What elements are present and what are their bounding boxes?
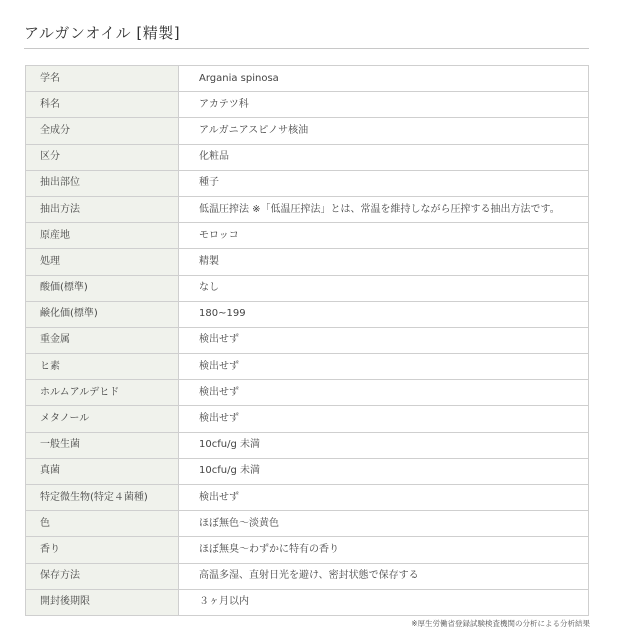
row-value: ３ヶ月以内	[179, 589, 589, 615]
table-row	[26, 327, 589, 353]
row-label: 開封後期限	[26, 589, 179, 615]
row-value: Argania spinosa	[179, 66, 589, 92]
row-value: 検出せず	[179, 327, 589, 353]
row-value: 10cfu/g 未満	[179, 458, 589, 484]
row-label: 鹸化価(標準)	[26, 301, 179, 327]
row-value: 検出せず	[179, 354, 589, 380]
row-label: 酸価(標準)	[26, 275, 179, 301]
row-label: 色	[26, 511, 179, 537]
row-label: ホルムアルデヒド	[26, 380, 179, 406]
row-label: メタノール	[26, 406, 179, 432]
table-row	[26, 354, 589, 380]
row-label: 科名	[26, 92, 179, 118]
row-label: 処理	[26, 249, 179, 275]
row-value: 種子	[179, 170, 589, 196]
table-row	[26, 380, 589, 406]
table-row	[26, 406, 589, 432]
page-title: アルガンオイル [精製]	[24, 24, 181, 42]
row-label: 保存方法	[26, 563, 179, 589]
table-row	[26, 66, 589, 92]
row-value: 180~199	[179, 301, 589, 327]
row-label: 抽出部位	[26, 170, 179, 196]
table-row	[26, 458, 589, 484]
row-label: 学名	[26, 66, 179, 92]
row-label: 一般生菌	[26, 432, 179, 458]
row-label: 真菌	[26, 458, 179, 484]
table-row	[26, 170, 589, 196]
row-label: 特定微生物(特定４菌種)	[26, 485, 179, 511]
table-row	[26, 249, 589, 275]
table-row	[26, 563, 589, 589]
row-label: 重金属	[26, 327, 179, 353]
row-label: 原産地	[26, 223, 179, 249]
row-value: 検出せず	[179, 380, 589, 406]
table-row	[26, 223, 589, 249]
row-label: 区分	[26, 144, 179, 170]
table-row	[26, 92, 589, 118]
row-label: 全成分	[26, 118, 179, 144]
row-label: 香り	[26, 537, 179, 563]
table-row	[26, 485, 589, 511]
spec-table-body	[26, 66, 589, 616]
row-value: 検出せず	[179, 406, 589, 432]
row-value: ほぼ無色～淡黄色	[179, 511, 589, 537]
footnote: ※厚生労働省登録試験検査機関の分析による分析結果	[411, 619, 590, 628]
row-value: アカテツ科	[179, 92, 589, 118]
table-row	[26, 301, 589, 327]
row-value: ほぼ無臭～わずかに特有の香り	[179, 537, 589, 563]
title-divider	[24, 48, 589, 49]
row-value: 検出せず	[179, 485, 589, 511]
row-value: 化粧品	[179, 144, 589, 170]
row-value: なし	[179, 275, 589, 301]
row-value: アルガニアスピノサ核油	[179, 118, 589, 144]
table-row	[26, 432, 589, 458]
table-row	[26, 275, 589, 301]
table-row	[26, 118, 589, 144]
row-value: 高温多湿、直射日光を避け、密封状態で保存する	[179, 563, 589, 589]
table-row	[26, 511, 589, 537]
row-value: 低温圧搾法 ※「低温圧搾法」とは、常温を維持しながら圧搾する抽出方法です。	[179, 196, 589, 222]
table-row	[26, 537, 589, 563]
row-value: モロッコ	[179, 223, 589, 249]
table-row	[26, 144, 589, 170]
row-value: 10cfu/g 未満	[179, 432, 589, 458]
table-row	[26, 196, 589, 222]
table-row	[26, 589, 589, 615]
row-label: 抽出方法	[26, 196, 179, 222]
row-label: ヒ素	[26, 354, 179, 380]
row-value: 精製	[179, 249, 589, 275]
spec-table	[25, 65, 589, 616]
